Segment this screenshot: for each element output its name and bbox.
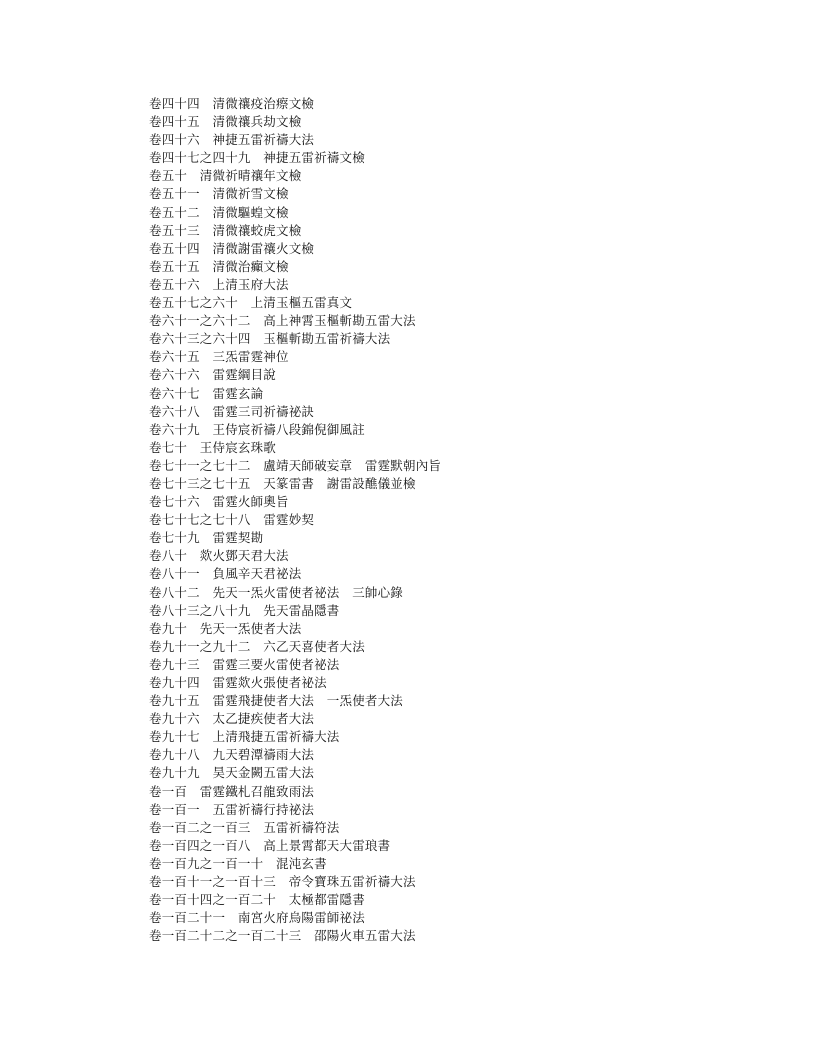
toc-entry: 卷一百四之一百八 高上景霄都天大雷琅書 [149, 837, 391, 853]
toc-entry: 卷七十 王侍宸玄珠歌 [149, 439, 277, 455]
toc-entry: 卷一百十四之一百二十 太極都雷隱書 [149, 892, 365, 908]
toc-entry: 卷五十一 清微祈雪文檢 [149, 186, 289, 202]
toc-entry: 卷九十三 雷霆三要火雷使者祕法 [149, 656, 340, 672]
toc-entry: 卷七十七之七十八 雷霆妙契 [149, 512, 315, 528]
toc-entry: 卷一百二十一 南宮火府烏陽雷師祕法 [149, 910, 365, 926]
toc-entry: 卷六十八 雷霆三司祈禱祕訣 [149, 403, 315, 419]
toc-entry: 卷一百二十二之一百二十三 邵陽火車五雷大法 [149, 928, 416, 944]
toc-entry: 卷一百一 五雷祈禱行持祕法 [149, 801, 315, 817]
toc-entry: 卷五十四 清微謝雷禳火文檢 [149, 240, 315, 256]
toc-entry: 卷六十五 三炁雷霆神位 [149, 349, 289, 365]
toc-entry: 卷五十七之六十 上清玉樞五雷真文 [149, 295, 353, 311]
toc-entry: 卷九十七 上清飛捷五雷祈禱大法 [149, 729, 340, 745]
toc-entry: 卷八十二 先天一炁火雷使者祕法 三帥心錄 [149, 584, 404, 600]
toc-entry: 卷一百九之一百一十 混沌玄書 [149, 855, 327, 871]
toc-entry: 卷九十 先天一炁使者大法 [149, 620, 302, 636]
toc-entry: 卷八十一 負風辛天君祕法 [149, 566, 302, 582]
toc-entry: 卷一百 雷霆鐵札召龍致雨法 [149, 783, 315, 799]
toc-entry: 卷五十三 清微禳蛟虎文檢 [149, 222, 302, 238]
toc-entry: 卷九十四 雷霆欻火張使者祕法 [149, 675, 327, 690]
toc-entry: 卷七十一之七十二 盧靖天師破妄章 雷霆默朝內旨 [149, 457, 442, 473]
toc-entry: 卷八十 欻火鄧天君大法 [149, 548, 289, 564]
toc-entry: 卷四十五 清微禳兵劫文檢 [149, 114, 302, 130]
toc-entry: 卷五十 清微祈晴禳年文檢 [149, 168, 302, 184]
toc-entry: 卷七十三之七十五 天篆雷書 謝雷設醮儀並檢 [149, 475, 416, 491]
toc-entry: 卷八十三之八十九 先天雷晶隱書 [149, 602, 340, 618]
toc-entry: 卷七十九 雷霆契勘 [149, 530, 264, 546]
toc-entry: 卷四十七之四十九 神捷五雷祈禱文檢 [149, 150, 365, 166]
toc-entry: 卷五十五 清微治癲文檢 [149, 258, 289, 274]
toc-entry: 卷六十九 王侍宸祈禱八段錦倪御風註 [149, 421, 365, 437]
toc-entry: 卷五十六 上清玉府大法 [149, 276, 289, 292]
table-of-contents [149, 95, 441, 945]
toc-entry: 卷九十一之九十二 六乙天喜使者大法 [149, 638, 365, 654]
toc-entry: 卷九十六 太乙捷疾使者大法 [149, 711, 315, 727]
toc-entry: 卷九十八 九天碧潭禱雨大法 [149, 747, 315, 763]
toc-entry: 卷九十五 雷霆飛捷使者大法 一炁使者大法 [149, 693, 404, 709]
toc-entry: 卷七十六 雷霆火師奧旨 [149, 494, 289, 510]
toc-entry: 卷五十二 清微驅蝗文檢 [149, 204, 289, 220]
toc-entry: 卷四十六 神捷五雷祈禱大法 [149, 132, 315, 148]
toc-entry: 卷四十四 清微禳疫治瘵文檢 [149, 96, 315, 111]
toc-entry: 卷六十三之六十四 玉樞斬勘五雷祈禱大法 [149, 331, 391, 347]
toc-entry: 卷六十六 雷霆綱目說 [149, 367, 277, 383]
toc-entry: 卷一百十一之一百十三 帝令寶珠五雷祈禱大法 [149, 874, 416, 890]
toc-entry: 卷六十一之六十二 高上神霄玉樞斬勘五雷大法 [149, 313, 416, 329]
toc-entry: 卷九十九 昊天金闕五雷大法 [149, 765, 315, 781]
toc-entry: 卷一百二之一百三 五雷祈禱符法 [149, 819, 340, 835]
toc-entry: 卷六十七 雷霆玄論 [149, 385, 264, 401]
